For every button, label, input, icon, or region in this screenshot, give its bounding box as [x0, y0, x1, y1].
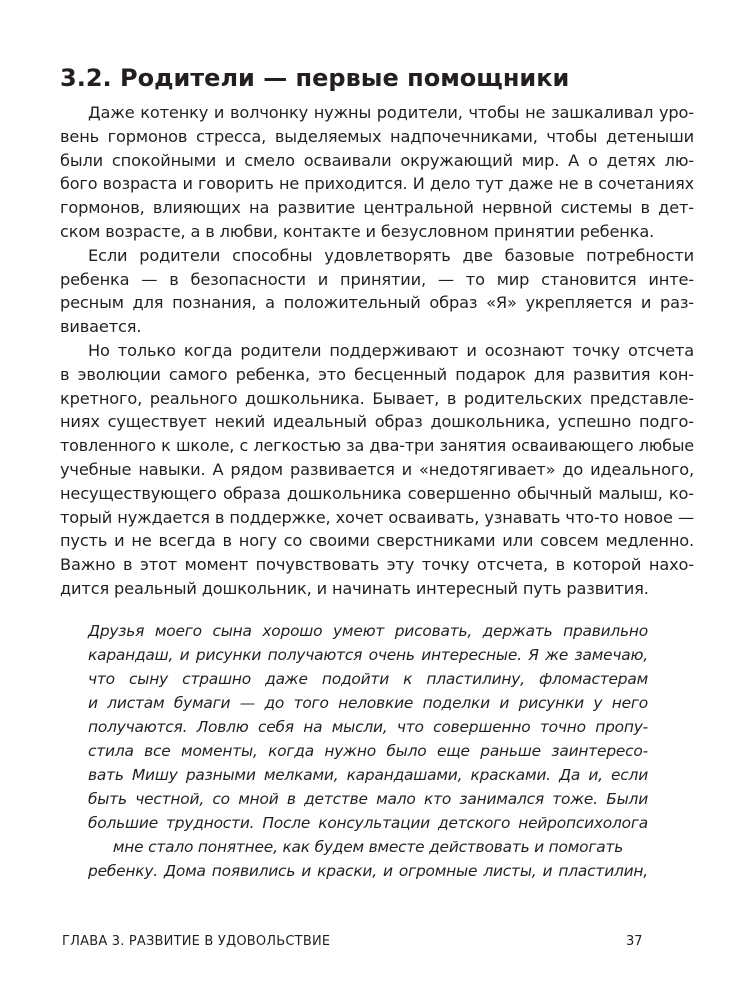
- paragraph-3: [60, 339, 694, 601]
- text-line: в эволюции самого ребенка, это бесценный подарок для развития кон-: [60, 364, 694, 384]
- text-line: ресным для познания, а положительный образ «Я» укрепляется и раз-: [60, 293, 694, 313]
- page-number: 37: [626, 934, 643, 949]
- text-line: были спокойными и смело осваивали окружающий мир. А о детях лю-: [60, 150, 694, 170]
- text-line: Важно в этот момент почувствовать эту точку отсчета, в которой нахо-: [60, 555, 694, 575]
- quote-line: ребенку. Дома появились и краски, и огромные листы, и пластилин,: [88, 862, 648, 881]
- body-text: [60, 101, 694, 601]
- text-line: ском возрасте, а в любви, контакте и безусловном принятии ребенка.: [60, 221, 655, 241]
- paragraph-1: [60, 101, 694, 244]
- quote-line: карандаш, и рисунки получаются очень интересные. Я же замечаю,: [88, 646, 648, 665]
- paragraph-2: [60, 244, 694, 339]
- text-line: бого возраста и говорить не приходится. И дело тут даже не в сочетаниях: [60, 174, 694, 194]
- text-line: учебные навыки. А рядом развивается и «недотягивает» до идеального,: [60, 459, 694, 479]
- text-line: кретного, реального дошкольника. Бывает, в родительских представле-: [60, 388, 694, 408]
- text-line: торый нуждается в поддержке, хочет осваивать, узнавать что-то новое —: [60, 507, 694, 527]
- text-line: ниях существует некий идеальный образ дошкольника, успешно подго-: [60, 412, 694, 432]
- section-heading: 3.2. Родители — первые помощники: [60, 64, 570, 92]
- text-line: вень гормонов стресса, выделяемых надпочечниками, чтобы детеныши: [60, 126, 694, 146]
- quote-line: Друзья моего сына хорошо умеют рисовать, держать правильно: [88, 622, 648, 640]
- quote-line: большие трудности. После консультации детского нейропсихолога: [88, 814, 648, 833]
- text-line: пусть и не всегда в ногу со своими сверстниками или совсем медленно.: [60, 531, 694, 551]
- quote-line: что сыну страшно даже подойти к пластилину, фломастерам: [88, 670, 648, 689]
- text-line: Если родители способны удовлетворять две базовые потребности: [88, 245, 694, 265]
- italic-quote-block: [88, 619, 648, 884]
- quote-line: быть честной, со мной в детстве мало кто занимался тоже. Были: [88, 790, 648, 809]
- quote-line: стила все моменты, когда нужно было еще раньше заинтересо-: [88, 742, 648, 761]
- quote-line: мне стало понятнее, как будем вместе действовать и помогать: [112, 838, 624, 857]
- running-footer-chapter: ГЛАВА 3. РАЗВИТИЕ В УДОВОЛЬСТВИЕ: [62, 934, 331, 949]
- text-line: гормонов, влияющих на развитие центральной нервной системы в дет-: [60, 198, 694, 218]
- text-line: ребенка — в безопасности и принятии, — то мир становится инте-: [60, 269, 694, 289]
- text-line: несуществующего образа дошкольника совершенно обычный малыш, ко-: [60, 483, 694, 503]
- quote-line: вать Мишу разными мелками, карандашами, красками. Да и, если: [88, 766, 648, 785]
- text-line: Даже котенку и волчонку нужны родители, чтобы не зашкаливал уро-: [88, 103, 694, 122]
- text-line: товленного к школе, с легкостью за два-три занятия осваивающего любые: [60, 436, 694, 456]
- text-line: дится реальный дошкольник, и начинать интересный путь развития.: [60, 578, 649, 598]
- quote-line: и листам бумаги — до того неловкие поделки и рисунки у него: [88, 694, 648, 713]
- text-line: Но только когда родители поддерживают и осознают точку отсчета: [88, 340, 694, 360]
- quote-line: получаются. Ловлю себя на мысли, что совершенно точно пропу-: [88, 718, 648, 737]
- text-line: вивается.: [60, 317, 142, 337]
